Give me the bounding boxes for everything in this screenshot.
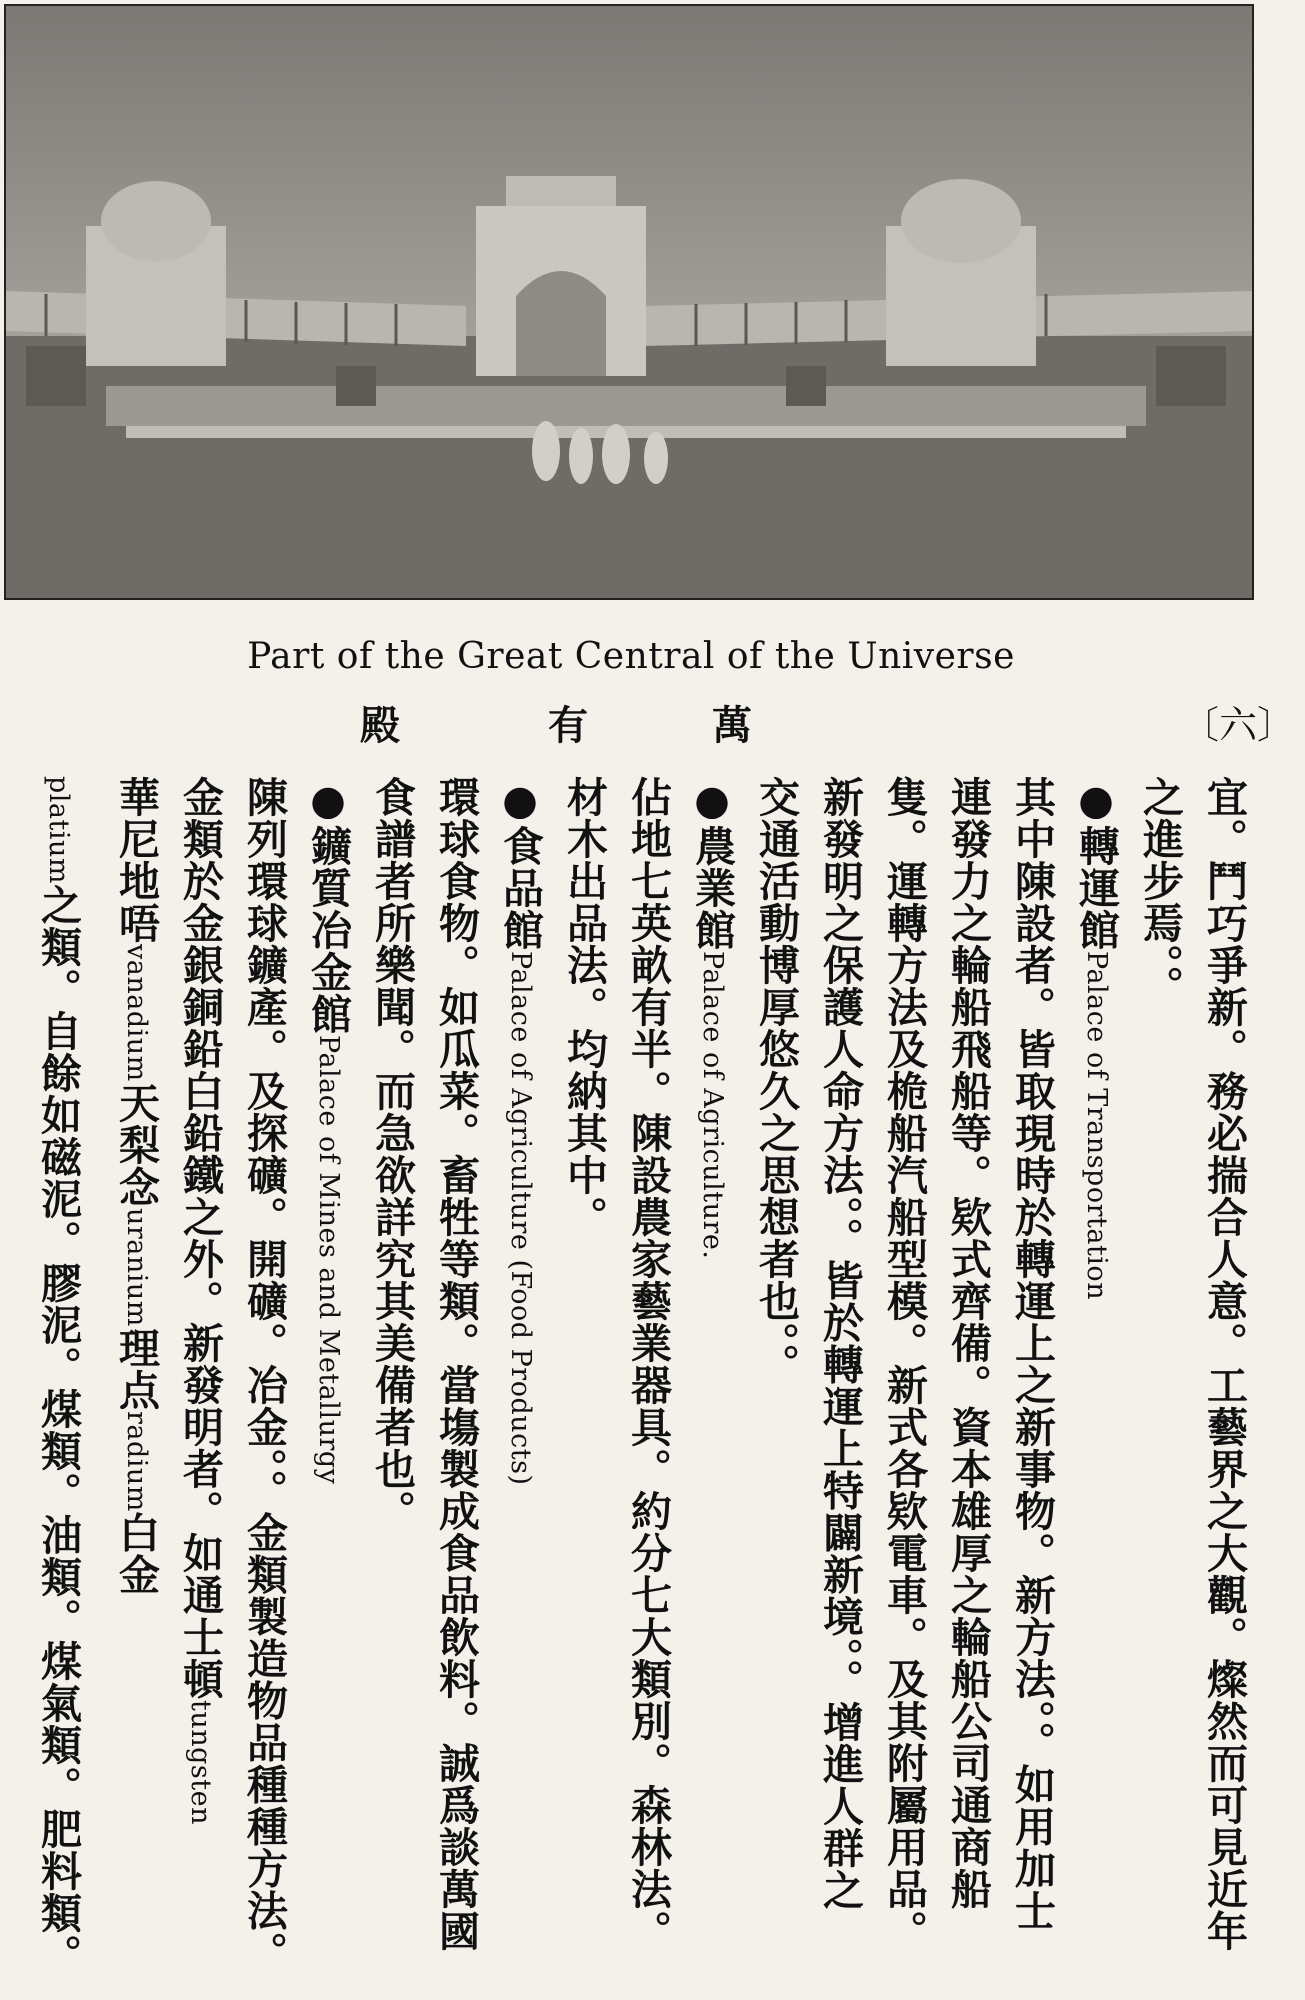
english-label: Palace of Agriculture. <box>697 951 728 1260</box>
english-label: Palace of Mines and Metallurgy <box>313 1035 344 1485</box>
title-char-1: 殿 <box>360 702 400 749</box>
text-column-16: 陳列環球鑛產。及探礦。開礦。冶金。。金類製造物品種種方法。 <box>240 776 288 1974</box>
text-column-11: 材木出品法。均納其中。 <box>560 776 608 1238</box>
palace-photograph <box>4 4 1254 600</box>
english-label: platium <box>43 776 74 884</box>
page-number: 〔六〕 <box>1180 703 1295 747</box>
text-column-6: 隻。運轉方法及桅船汽船型模。新式各欵電車。及其附屬用品。 <box>880 776 928 1952</box>
text-column-18: 華尼地唔vanadium天梨念uranium理点radium白金 <box>112 776 160 1596</box>
english-label: Palace of Agriculture (Food Products) <box>505 951 536 1486</box>
photo-caption: Part of the Great Central of the Universe <box>247 636 1015 677</box>
text-column-7: 新發明之保護人命方法。。皆於轉運上特闢新境。。增進人群之 <box>816 776 864 1911</box>
english-label: Palace of Transportation <box>1081 951 1112 1301</box>
palace-illustration <box>6 6 1252 598</box>
text-column-8: 交通活動博厚悠久之思想者也。。 <box>752 776 800 1386</box>
english-label: tungsten <box>185 1700 216 1825</box>
text-column-13: 環球食物。如瓜菜。畜牲等類。當塲製成食品飲料。誠爲談萬國 <box>432 776 480 1952</box>
section-heading-food-products: ●食品館Palace of Agriculture (Food Products) <box>496 776 544 1486</box>
section-heading-agriculture: ●農業館Palace of Agriculture. <box>688 776 736 1260</box>
text-column-4: 其中陳設者。皆取現時於轉運上之新事物。新方法。。如用加士 <box>1008 776 1056 1932</box>
text-column-5: 連發力之輪船飛船等。欵式齊備。資本雄厚之輪船公司通商船 <box>944 776 992 1910</box>
text-column-10: 佔地七英畝有半。陳設農家藝業器具。約分七大類別。森林法。 <box>624 776 672 1952</box>
text-column-19: platium之類。自餘如磁泥。膠泥。煤類。油類。煤氣類。肥料類。 <box>34 776 82 1976</box>
text-column-17: 金類於金銀銅鉛白鉛鐵之外。新發明者。如通士頓tungsten <box>176 776 224 1825</box>
english-label: vanadium <box>121 944 152 1082</box>
text-column-2: 之進步焉。。 <box>1136 776 1184 1008</box>
english-label: uranium <box>121 1207 152 1327</box>
text-column-1: 宜。鬥巧爭新。務必揣合人意。工藝界之大觀。燦然而可見近年 <box>1200 776 1248 1952</box>
section-heading-transportation: ●轉運館Palace of Transportation <box>1072 776 1120 1301</box>
section-heading-mines-metallurgy: ●鑛質冶金館Palace of Mines and Metallurgy <box>304 776 352 1485</box>
title-char-3: 萬 <box>712 702 752 749</box>
text-column-14: 食譜者所樂聞。而急欲詳究其美備者也。 <box>368 776 416 1532</box>
english-label: radium <box>121 1410 152 1512</box>
title-char-2: 有 <box>548 702 588 749</box>
